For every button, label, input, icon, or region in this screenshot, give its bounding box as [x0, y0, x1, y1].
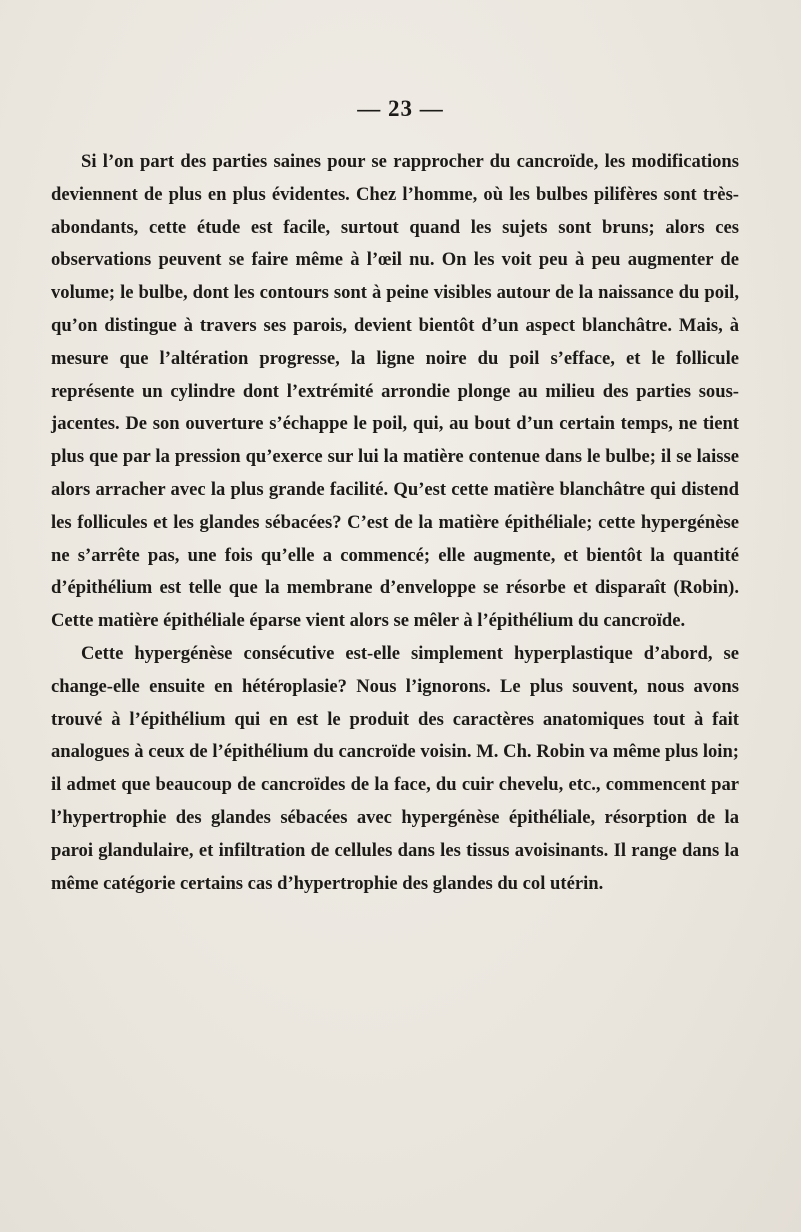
paragraph-1: Si l’on part des parties saines pour se rapprocher du cancroïde, les modifications deviennent de plus en plus évidentes. Chez l’homme, où les bulbes pilifères sont très-abondants, cette étude est facile, surtout quand les sujets sont bruns; alors ces observations peuvent se faire même à l’œil nu. On les voit peu à peu augmenter de volume; le bulbe, dont les contours sont à peine visibles autour de la naissance du poil, qu’on distingue à travers ses parois, devient bientôt d’un aspect blanchâtre. Mais, à mesure que l’altération progresse, la ligne noire du poil s’efface, et le follicule représente un cylindre dont l’extrémité arrondie plonge au milieu des parties sous-jacentes. De son ouverture s’échappe le poil, qui, au bout d’un certain temps, ne tient plus que par la pression qu’exerce sur lui la matière contenue dans le bulbe; il se laisse alors arracher avec la plus grande facilité. Qu’est cette matière blanchâtre qui distend les follicules et les glandes sébacées? C’est de la matière épithéliale; cette hypergénèse ne s’arrête pas, une fois qu’elle a commencé; elle augmente, et bientôt la quantité d’épithélium est telle que la membrane d’enveloppe se résorbe et disparaît (Robin). Cette matière épithéliale éparse vient alors se mêler à l’épithélium du cancroïde.	[51, 151, 739, 632]
body-text	[51, 146, 739, 900]
page-number: — 23 —	[357, 96, 444, 121]
paragraph-2: Cette hypergénèse consécutive est-elle simplement hyperplastique d’abord, se change-elle ensuite en hétéroplasie? Nous l’ignorons. Le plus souvent, nous avons trouvé à l’épithélium qui en est le produit des caractères anatomiques tout à fait analogues à ceux de l’épithélium du cancroïde voisin. M. Ch. Robin va même plus loin; il admet que beaucoup de cancroïdes de la face, du cuir chevelu, etc., commencent par l’hypertrophie des glandes sébacées avec hypergénèse épithéliale, résorption de la paroi glandulaire, et infiltration de cellules dans les tissus avoisinants. Il range dans la même catégorie certains cas d’hypertrophie des glandes du col utérin.	[51, 642, 739, 894]
